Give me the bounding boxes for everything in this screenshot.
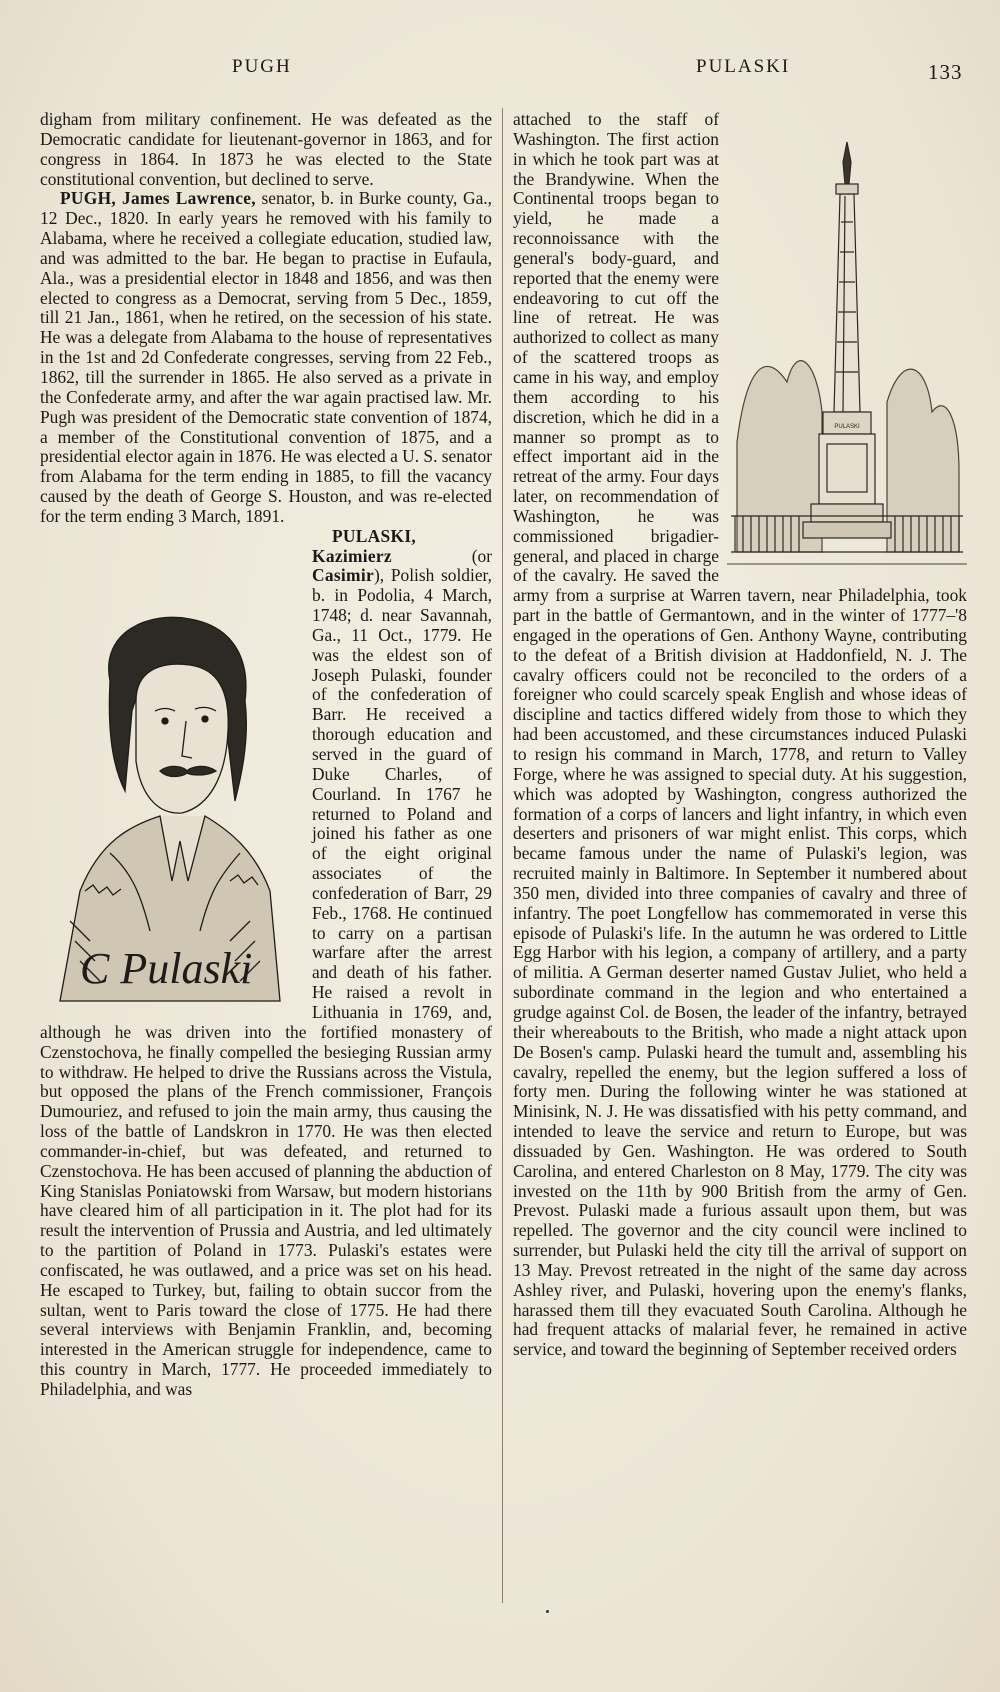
entry-text-pulaski: ), Polish soldier, b. in Podolia, 4 March, 1748; d. near Savannah, Ga., 11 Oct., 1779. He was the eldest son of Joseph Pulaski, founder of the confederation of Barr. He received a thorough education and served in the guard of Duke Charles, of Courland. In 1767 he returned to Poland and joined his father as one of the eight original associates of the confederation of Barr, 29 Feb., 1768. He continued to carry on a partisan warfare after the arrest and death of his father. He raised a revolt in Lithuania in 1769, and, although he was driven into the fortified monastery of Czenstochova, he finally compelled the besieging Russian army to withdraw. He helped to drive the Russians across the Vistula, but opposed the plans of the French commissioner, François Dumouriez, and refused to join the main army, thus causing the loss of the battle of Landskron in 1770. He was then elected commander-in-chief, but was defeated, and returned to Czenstochova. He has been accused of planning the abduction of King Stanislas Poniatowski from Warsaw, but modern historians have cleared him of all participation in it. The plot had for its result the intervention of Prussia and Austria, and led ultimately to the partition of Poland in 1773. Pulaski's estates were confiscated, he was outlawed, and a price was set on his head. He escaped to Turkey, but, failing to obtain succor from the sultan, went to Paris toward the close of 1775. He had there several interviews with Benjamin Franklin, and, becoming interested in the American struggle for independence, came to this country in March, 1777. He proceeded immediately to Philadelphia, and was bbox=[40, 565, 493, 1399]
pulaski-portrait-illustration bbox=[40, 591, 302, 1003]
page-number: 133 bbox=[928, 60, 963, 84]
portrait-drawing bbox=[40, 591, 302, 1003]
running-head-right: PULASKI bbox=[696, 56, 791, 77]
entry-heading-pulaski: PULASKI, Kazimierz bbox=[312, 525, 417, 566]
entry-heading-alt: Casimir bbox=[312, 565, 374, 586]
right-column bbox=[513, 110, 967, 1360]
entry-pugh bbox=[40, 189, 492, 526]
pulaski-monument-illustration bbox=[727, 112, 967, 582]
running-head-left: PUGH bbox=[232, 56, 292, 77]
entry-heading-or: (or bbox=[391, 545, 492, 566]
column-divider bbox=[502, 108, 503, 1603]
entry-text-pugh: senator, b. in Burke county, Ga., 12 Dec., 1820. In early years he removed with his family to Alabama, where he received a collegiate education, studied law, and was admitted to the bar. He began to practise in Eufaula, Ala., was a presidential elector in 1848 and 1856, and was then elected to congress as a Democrat, serving from 5 Dec., 1859, till 21 Jan., 1861, when he retired, on the secession of his state. He was a delegate from Alabama to the house of representatives in the 1st and 2d Confederate congresses, serving from 22 Feb., 1862, till the surrender in 1865. He also served as a private in the Confederate army, and after the war again practised law. Mr. Pugh was president of the Democratic state convention of 1874, a member of the Constitutional convention of 1875, and a presidential elector again in 1876. He was elected a U. S. senator from Alabama for the term ending in 1885, to fill the vacancy caused by the death of George S. Houston, and was re-elected for the term ending 3 March, 1891. bbox=[40, 188, 492, 526]
entry-heading-pugh: PUGH, James Lawrence, bbox=[60, 188, 256, 209]
monument-plaque-text: PULASKI bbox=[834, 424, 860, 430]
pulaski-continued-text: attached to the staff of Washington. The first action in which he took part was at the Brandywine. When the Continental troops began to yield, he made a reconnoissance with the general's body-guard, and reported that the enemy were endeavoring to cut off the line of retreat. He was authorized to collect as many of the scattered troops as came in his way, and employ them according to his discretion, which he did in a manner so prompt as to effect important aid in the retreat of the army. Four days later, on recommendation of Washington, he was commissioned brigadier-general, and placed in charge of the cavalry. He saved the army from a surprise at Warren tavern, near Philadelphia, took part in the battle of Germantown, and in the winter of 1777–'8 engaged in the operations of Gen. Anthony Wayne, contributing to the defeat of a British division at Haddonfield, N. J. The cavalry officers could not be reconciled to the orders of a foreigner who could scarcely speak English and whose ideas of discipline and tactics differed widely from those to which they had been accustomed, and these circumstances induced Pulaski to resign his command in March, 1778, and return to Valley Forge, where he was assigned to special duty. At his suggestion, which was adopted by Washington, congress authorized the formation of a corps of lancers and light infantry, in which even deserters and prisoners of war might enlist. This corps, which became famous under the name of Pulaski's legion, was recruited mainly in Baltimore. In September it numbered about 350 men, divided into three companies of cavalry and three of infantry. The poet Longfellow has commemorated in verse this episode of Pulaski's life. In the autumn he was ordered to Little Egg Harbor with his legion, a company of artillery, and a party of militia. A German deserter named Gustav Juliet, who held a subordinate command in the legion and who entertained a grudge against Col. de Bosen, the leader of the infantry, betrayed their whereabouts to the British, who made a night attack upon De Bosen's camp. Pulaski heard the tumult and, assembling his cavalry, repelled the enemy, but the legion suffered a loss of forty men. During the following winter he was stationed at Minisink, N. J. He was dissatisfied with his petty command, and intended to leave the service and return to Europe, but was dissuaded by Gen. Washington. He was ordered to South Carolina, and entered Charleston on 8 May, 1779. The city was invested on the 11th by 900 British from the army of Gen. Prevost. Pulaski made a furious assault upon them, but was repelled. The governor and the city council were inclined to surrender, but Pulaski held the city till the arrival of support on 13 May. Prevost retreated in the night of the same day across Ashley river, and Pulaski, hovering upon the enemy's flanks, harassed them till they evacuated South Carolina. Although he had frequent attacks of malarial fever, he remained in active service, and toward the beginning of September received orders bbox=[513, 109, 967, 1360]
signature: C Pulaski bbox=[80, 943, 253, 993]
printer-mark bbox=[546, 1610, 549, 1613]
continued-paragraph: digham from military confinement. He was defeated as the Democratic candidate for lieutenant-governor in 1863, and for congress in 1864. In 1873 he was elected to the State constitutional convention, but declined to serve. bbox=[40, 109, 492, 189]
monument-drawing bbox=[727, 112, 967, 582]
